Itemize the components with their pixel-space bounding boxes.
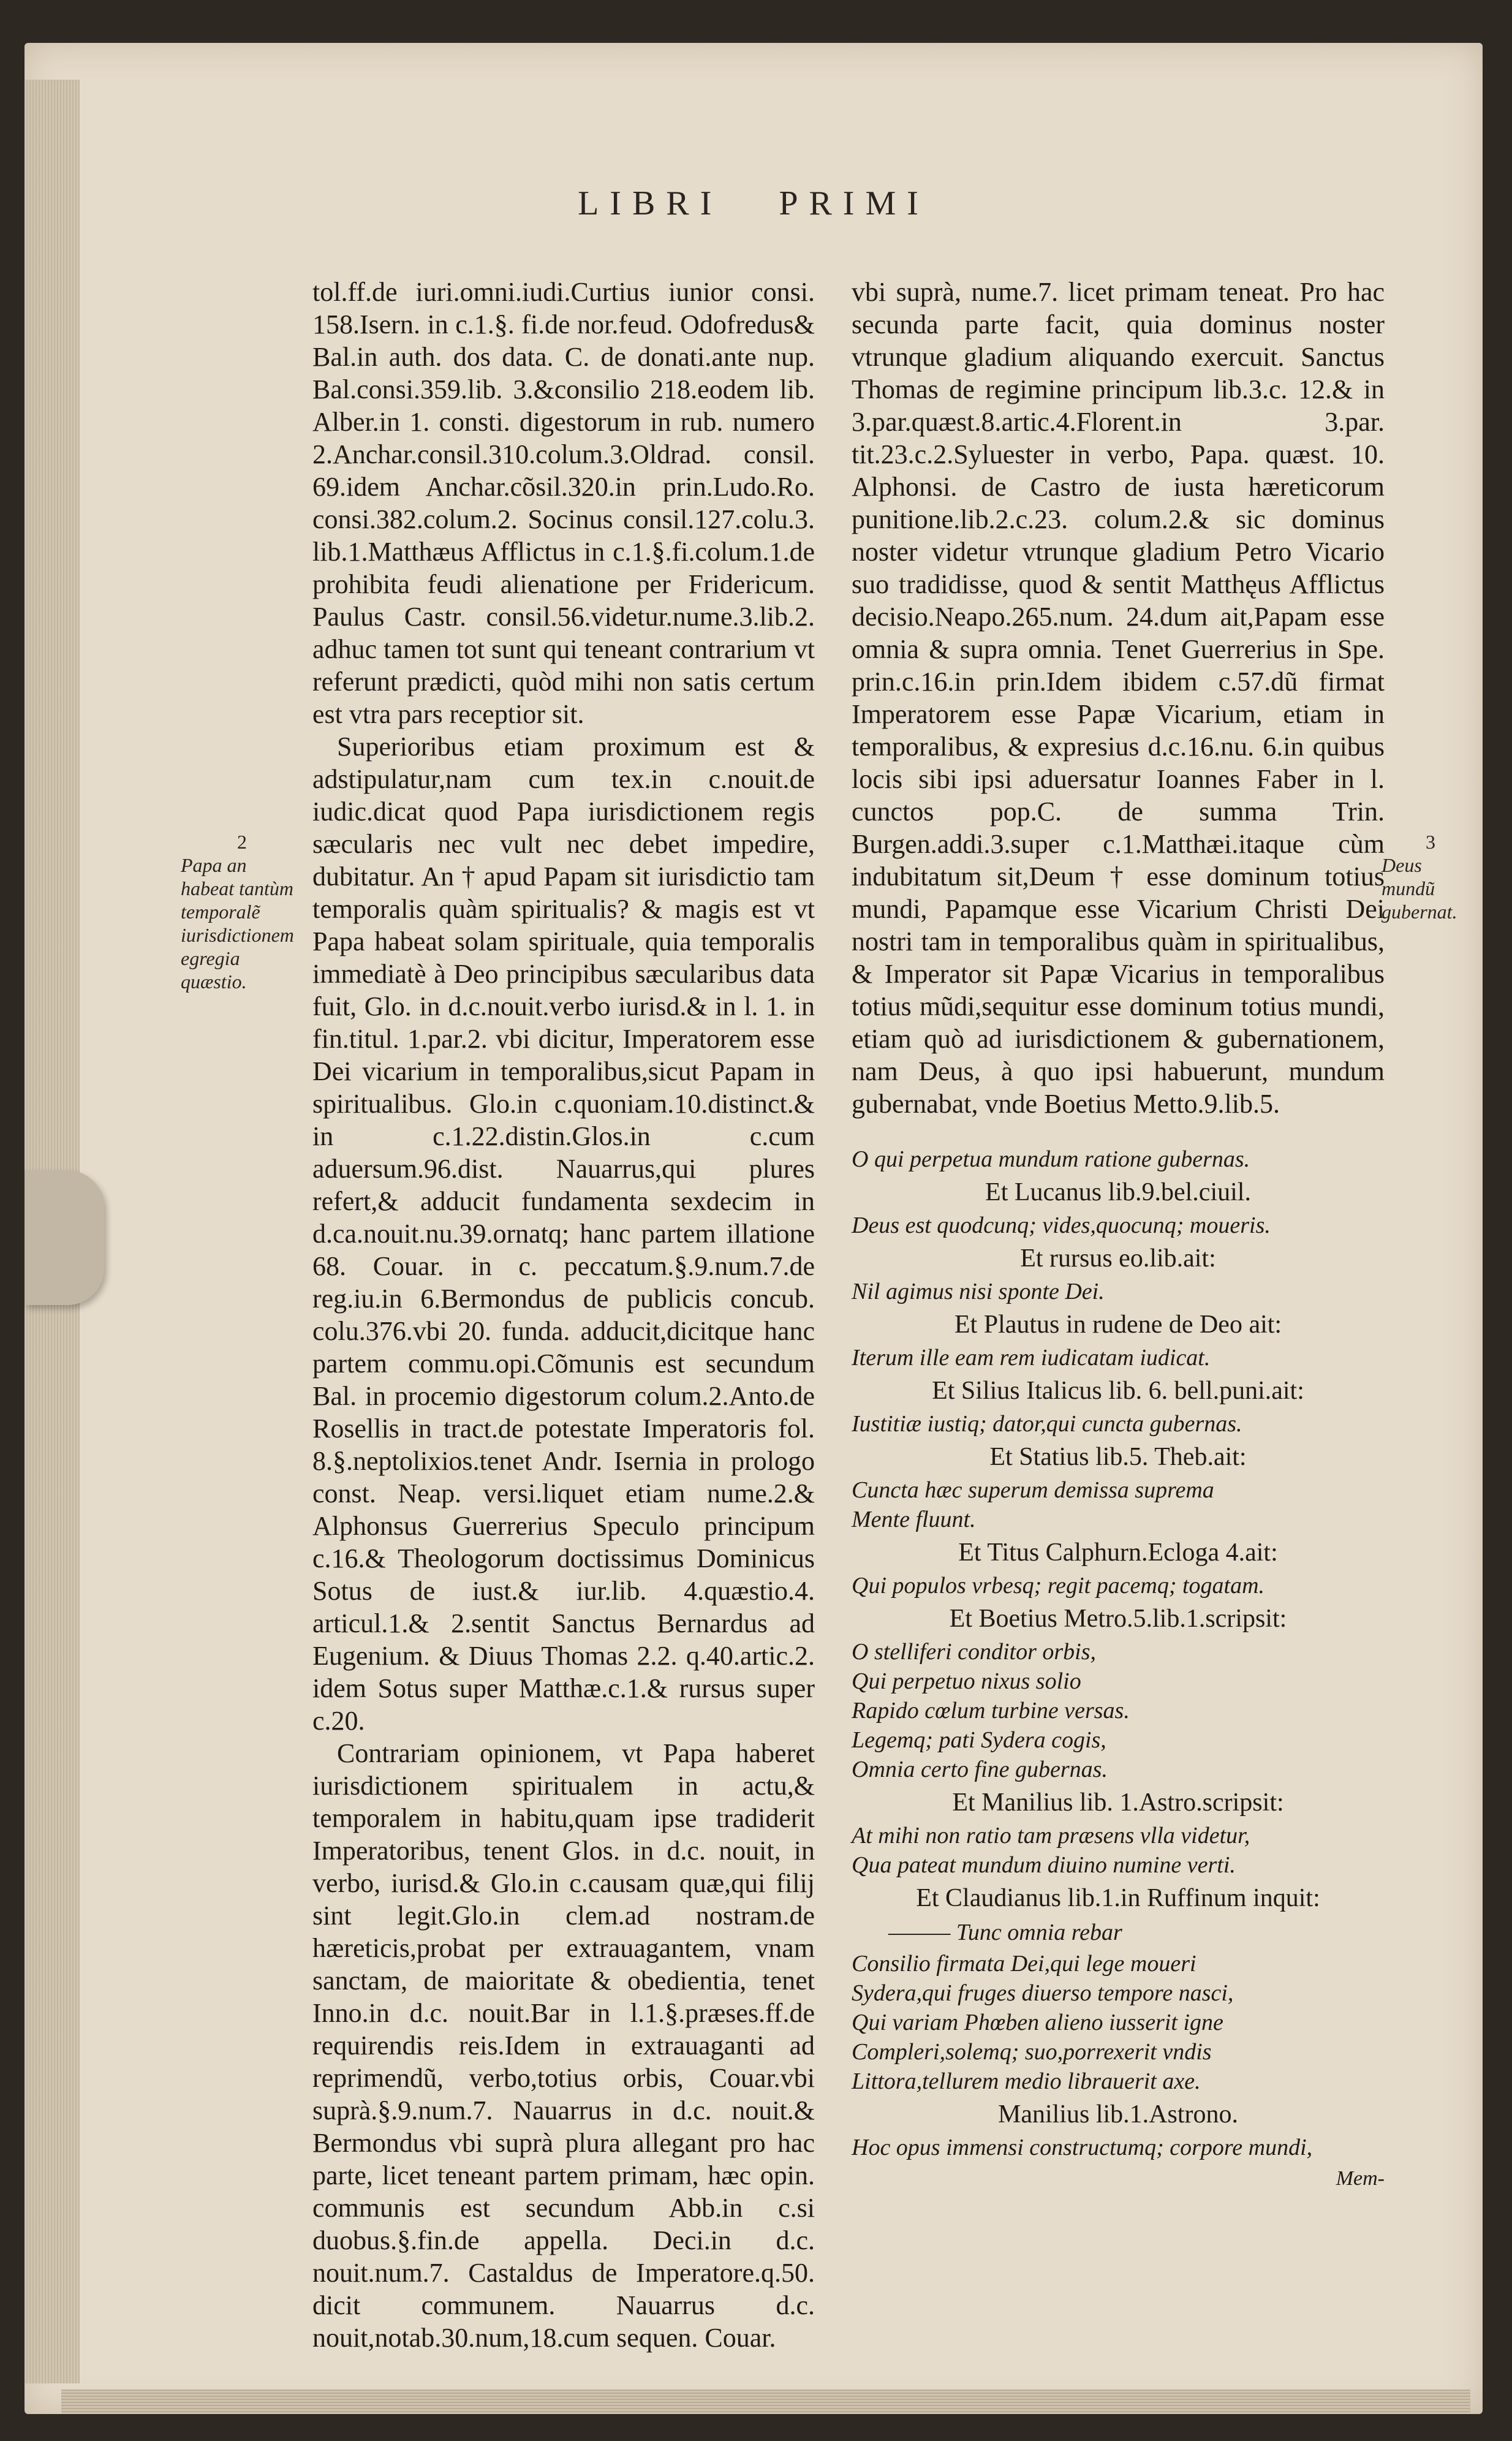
verse-line: Et Manilius lib. 1.Astro.scripsit: bbox=[952, 1788, 1284, 1817]
verse-line: Sydera,qui fruges diuerso tempore nasci, bbox=[852, 1980, 1234, 2006]
catchword: Mem- bbox=[1336, 2167, 1385, 2190]
paragraph: Superioribus etiam proximum est & adstipulatur,nam cum tex.in c.nouit.de iudic.dicat quod Papa iurisdictionem regis sæcularis nec vult nec debet impedire, dubitatur. An † apud Papam sit iurisdictio tam temporalis quàm spiritualis? & magis est vt Papa habeat solam spirituale, quia temporalis immediatè à Deo principibus sæcularibus data fuit, Glo. in d.c.nouit.verbo iurisd.& in l. 1. in fin.titul. 1.par.2. vbi dicitur, Imperatorem esse Dei vicarium in temporalibus,sicut Papam in spiritualibus. Glo.in c.quoniam.10.distinct.& in c.1.22.distin.Glos.in c.cum aduersum.96.dist. Nauarrus,qui plures refert,& adducit fundamenta sexdecim in d.ca.nouit.nu.39.ornatq; hanc partem illatione 68. Couar. in c. peccatum.§.9.num.7.de reg.iu.in 6.Bermondus de publicis concub. colu.376.vbi 20. funda. adducit,dicitque hanc partem commu.opi.Cõmunis est secundum Bal. in procemio digestorum colum.2.Anto.de Rosellis in tract.de potestate Imperatoris fol. 8.§.neptolixios.tenet Andr. Isernia in prologo const. Neap. versi.liquet etiam nume.2.& Alphonsus Guerrerius Speculo principum c.16.& Theologorum doctissimus Dominicus Sotus de iust.& iur.lib. 4.quæstio.4. articul.1.& 2.sentit Sanctus Bernardus ad Eugenium. & Diuus Thomas 2.2. q.40.artic.2. idem Sotus super Matthæ.c.1.& rursus super c.20. bbox=[312, 732, 815, 1736]
verse-line: Et Silius Italicus lib. 6. bell.puni.ait: bbox=[932, 1377, 1304, 1405]
verse-line: Qui perpetuo nixus solio bbox=[852, 1668, 1081, 1694]
margin-note-text: Deus mundũ gubernat. bbox=[1382, 854, 1457, 923]
verse-line: Et Statius lib.5. Theb.ait: bbox=[989, 1443, 1247, 1471]
margin-note-number: 2 bbox=[237, 831, 247, 853]
margin-note-left bbox=[181, 830, 303, 993]
verse-line: Legemq; pati Sydera cogis, bbox=[852, 1727, 1106, 1753]
verse-line: Qua pateat mundum diuino numine verti. bbox=[852, 1852, 1236, 1878]
verse-line: Omnia certo fine gubernas. bbox=[852, 1757, 1108, 1782]
verse-line: Qui populos vrbesq; regit pacemq; togatam. bbox=[852, 1573, 1265, 1599]
page-bottom-edge bbox=[61, 2390, 1470, 2414]
verse-line: Et rursus eo.lib.ait: bbox=[1020, 1244, 1216, 1273]
verse-line: Et Lucanus lib.9.bel.ciuil. bbox=[985, 1178, 1251, 1206]
verse-line: At mihi non ratio tam præsens vlla videtur, bbox=[852, 1823, 1250, 1849]
verse-line: Manilius lib.1.Astrono. bbox=[997, 2100, 1238, 2129]
left-column bbox=[312, 276, 815, 2354]
verse-line: Mente fluunt. bbox=[852, 1507, 976, 1532]
verse-line: Hoc opus immensi constructumq; corpore mundi, bbox=[852, 2135, 1313, 2160]
book-page bbox=[25, 43, 1483, 2414]
paragraph: Contrariam opinionem, vt Papa haberet iurisdictionem spiritualem in actu,& temporalem in habitu,quam ipse tradiderit Imperatoribus, tenent Glos. in d.c. nouit, in verbo, iurisd.& Glo.in c.causam quæ,qui filij sint legit.Glo.in clem.ad nostram.de hæreticis,probat per extrauagantem, vnam sanctam, de maioritate & obedientia, tenet Inno.in d.c. nouit.Bar in l.1.§.præses.ff.de requirendis reis.Idem in extrauaganti ad reprimendũ, verbo,totius orbis, Couar.vbi suprà.§.9.num.7. Nauarrus in d.c. nouit.& Bermondus vbi suprà plura allegant pro hac parte, licet teneant partem primam, hæc opin. communis est secundum Abb.in c.si duobus.§.fin.de appella. Deci.in d.c. nouit.num.7. Castaldus de Imperatore.q.50. dicit communem. Nauarrus d.c. nouit,notab.30.num,18.cum sequen. Couar. bbox=[312, 1738, 815, 2353]
verse-line: ——— Tunc omnia rebar bbox=[888, 1920, 1122, 1945]
verse-line: Et Claudianus lib.1.in Ruffinum inquit: bbox=[916, 1884, 1320, 1912]
verse-line: Iustitiæ iustiq; dator,qui cuncta gubernas. bbox=[852, 1411, 1242, 1437]
verse-block bbox=[852, 1145, 1385, 2162]
verse-line: O qui perpetua mundum ratione gubernas. bbox=[852, 1146, 1250, 1172]
verse-line: Cuncta hæc superum demissa suprema bbox=[852, 1477, 1214, 1503]
verse-line: Iterum ille eam rem iudicatam iudicat. bbox=[852, 1345, 1211, 1371]
verse-line: Nil agimus nisi sponte Dei. bbox=[852, 1279, 1105, 1304]
paragraph: tol.ff.de iuri.omni.iudi.Curtius iunior consi. 158.Isern. in c.1.§. fi.de nor.feud. Odofredus& Bal.in auth. dos data. C. de donati.ante nup. Bal.consi.359.lib. 3.&consilio 218.eodem lib. Alber.in 1. consti. digestorum in rub. numero 2.Anchar.consil.310.colum.3.Oldrad. consil. 69.idem Anchar.cõsil.320.in prin.Ludo.Ro. consi.382.colum.2. Socinus consil.127.colu.3. lib.1.Matthæus Afflictus in c.1.§.fi.colum.1.de prohibita feudi alienatione per Fridericum. Paulus Castr. consil.56.videtur.nume.3.lib.2. adhuc tamen tot sunt qui teneant contrarium vt referunt prædicti, quòd mihi non satis certum est vtra pars receptior sit. bbox=[312, 277, 815, 729]
verse-line: Et Titus Calphurn.Ecloga 4.ait: bbox=[958, 1538, 1278, 1567]
book-clip bbox=[25, 1170, 104, 1305]
margin-note-number: 3 bbox=[1426, 831, 1435, 853]
verse-line: Consilio firmata Dei,qui lege moueri bbox=[852, 1951, 1196, 1977]
verse-line: Et Plautus in rudene de Deo ait: bbox=[954, 1311, 1282, 1339]
verse-line: Littora,tellurem medio librauerit axe. bbox=[852, 2068, 1201, 2094]
right-column bbox=[852, 276, 1385, 2195]
verse-line: Rapido cœlum turbine versas. bbox=[852, 1698, 1130, 1724]
running-head bbox=[25, 184, 1483, 223]
verse-line: Deus est quodcunq; vides,quocunq; moueris. bbox=[852, 1213, 1271, 1238]
margin-note-right bbox=[1382, 830, 1480, 923]
verse-line: Et Boetius Metro.5.lib.1.scripsit: bbox=[949, 1605, 1287, 1633]
running-head-right: PRIMI bbox=[779, 184, 929, 222]
paragraph: vbi suprà, nume.7. licet primam teneat. Pro hac secunda parte facit, quia dominus noster vtrunque gladium aliquando exercuit. Sanctus Thomas de regimine principum lib.3.c. 12.& in 3.par.quæst.8.artic.4.Florent.in 3.par. tit.23.c.2.Syluester in verbo, Papa. quæst. 10. Alphonsi. de Castro de iusta hæreticorum punitione.lib.2.c.23. colum.2.& sic dominus noster videtur vtrunque gladium Petro Vicario suo tradidisse, quod & sentit Matthęus Afflictus decisio.Neapo.265.num. 24.dum ait,Papam esse omnia & supra omnia. Tenet Guerrerius in Spe. prin.c.16.in prin.Idem ibidem c.57.dũ firmat Imperatorem esse Papæ Vicarium, etiam in temporalibus, & expresius d.c.16.nu. 6.in quibus locis sibi ipsi aduersatur Ioannes Faber in l. cunctos pop.C. de summa Trin. Burgen.addi.3.super c.1.Matthæi.itaque cùm indubitatum sit,Deum † esse dominum totius mundi, Papamque esse Vicarium Christi Dei nostri tam in temporalibus quàm in spiritualibus, & Imperator sit Papæ Vicarius in temporalibus totius mũdi,sequitur esse dominum totius mundi, etiam quò ad iurisdictionem & gubernationem, nam Deus, à quo ipsi habuerunt, mundum gubernabat, vnde Boetius Metto.9.lib.5. bbox=[852, 277, 1385, 1119]
verse-line: Qui variam Phœben alieno iusserit igne bbox=[852, 2010, 1223, 2035]
verse-line: O stelliferi conditor orbis, bbox=[852, 1639, 1096, 1665]
verse-line: Compleri,solemq; suo,porrexerit vndis bbox=[852, 2039, 1212, 2065]
running-head-left: LIBRI bbox=[578, 184, 723, 222]
margin-note-text: Papa an habeat tantùm temporalẽ iurisdictionem egregia quæstio. bbox=[181, 854, 294, 993]
